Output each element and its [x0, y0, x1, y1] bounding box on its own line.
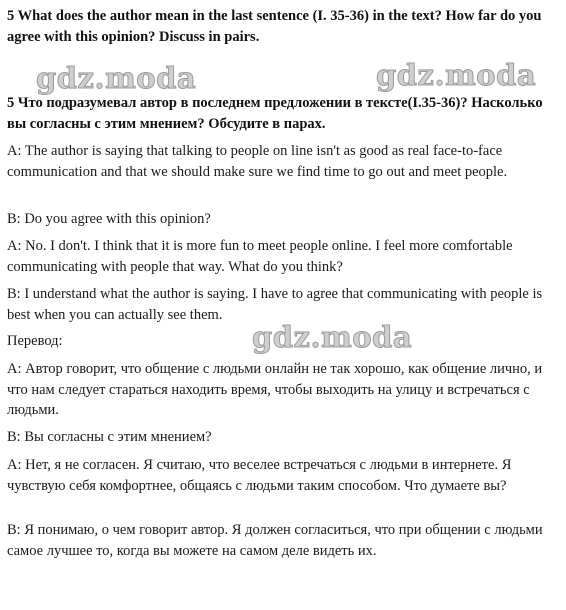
watermark-logo: gdz.moda	[252, 320, 413, 354]
dialogue-line-ru-b1: В: Вы согласны с этим мнением?	[7, 429, 212, 445]
watermark-logo: gdz.moda	[36, 61, 197, 95]
watermark-logo: gdz.moda	[376, 58, 537, 92]
dialogue-line-en-a1: A: The author is saying that talking to people on line isn't as good as real face-to-face communication and that we should make sure we find time to go out and meet people.	[7, 143, 508, 180]
dialogue-line-en-b1: B: Do you agree with this opinion?	[7, 211, 211, 227]
dialogue-line-ru-a2: А: Нет, я не согласен. Я считаю, что веселее встречаться с людьми в интернете. Я чувствую себя комфортнее, общаясь с людьми таким способом. Что думаете вы?	[7, 457, 512, 494]
task-heading-russian: 5 Что подразумевал автор в последнем предложении в тексте(I.35-36)? Насколько вы согласны с этим мнением? Обсудите в парах.	[7, 95, 543, 132]
dialogue-line-en-a2: A: No. I don't. I think that it is more fun to meet people online. I feel more comfortable communicating with people that way. What do you think?	[7, 238, 513, 275]
dialogue-line-en-b2: B: I understand what the author is saying. I have to agree that communicating with people is best when you can actually see them.	[7, 286, 543, 323]
dialogue-line-ru-a1: А: Автор говорит, что общение с людьми онлайн не так хорошо, как общение лично, и что нам следует стараться находить время, чтобы выходить на улицу и встречаться с людьми.	[7, 361, 543, 418]
task-heading-english: 5 What does the author mean in the last sentence (I. 35-36) in the text? How far do you agree with this opinion? Discuss in pairs.	[7, 8, 542, 45]
translation-label: Перевод:	[7, 333, 63, 349]
dialogue-line-ru-b2: В: Я понимаю, о чем говорит автор. Я должен согласиться, что при общении с людьми самое лучшее то, когда вы можете на самом деле видеть их.	[7, 522, 543, 559]
